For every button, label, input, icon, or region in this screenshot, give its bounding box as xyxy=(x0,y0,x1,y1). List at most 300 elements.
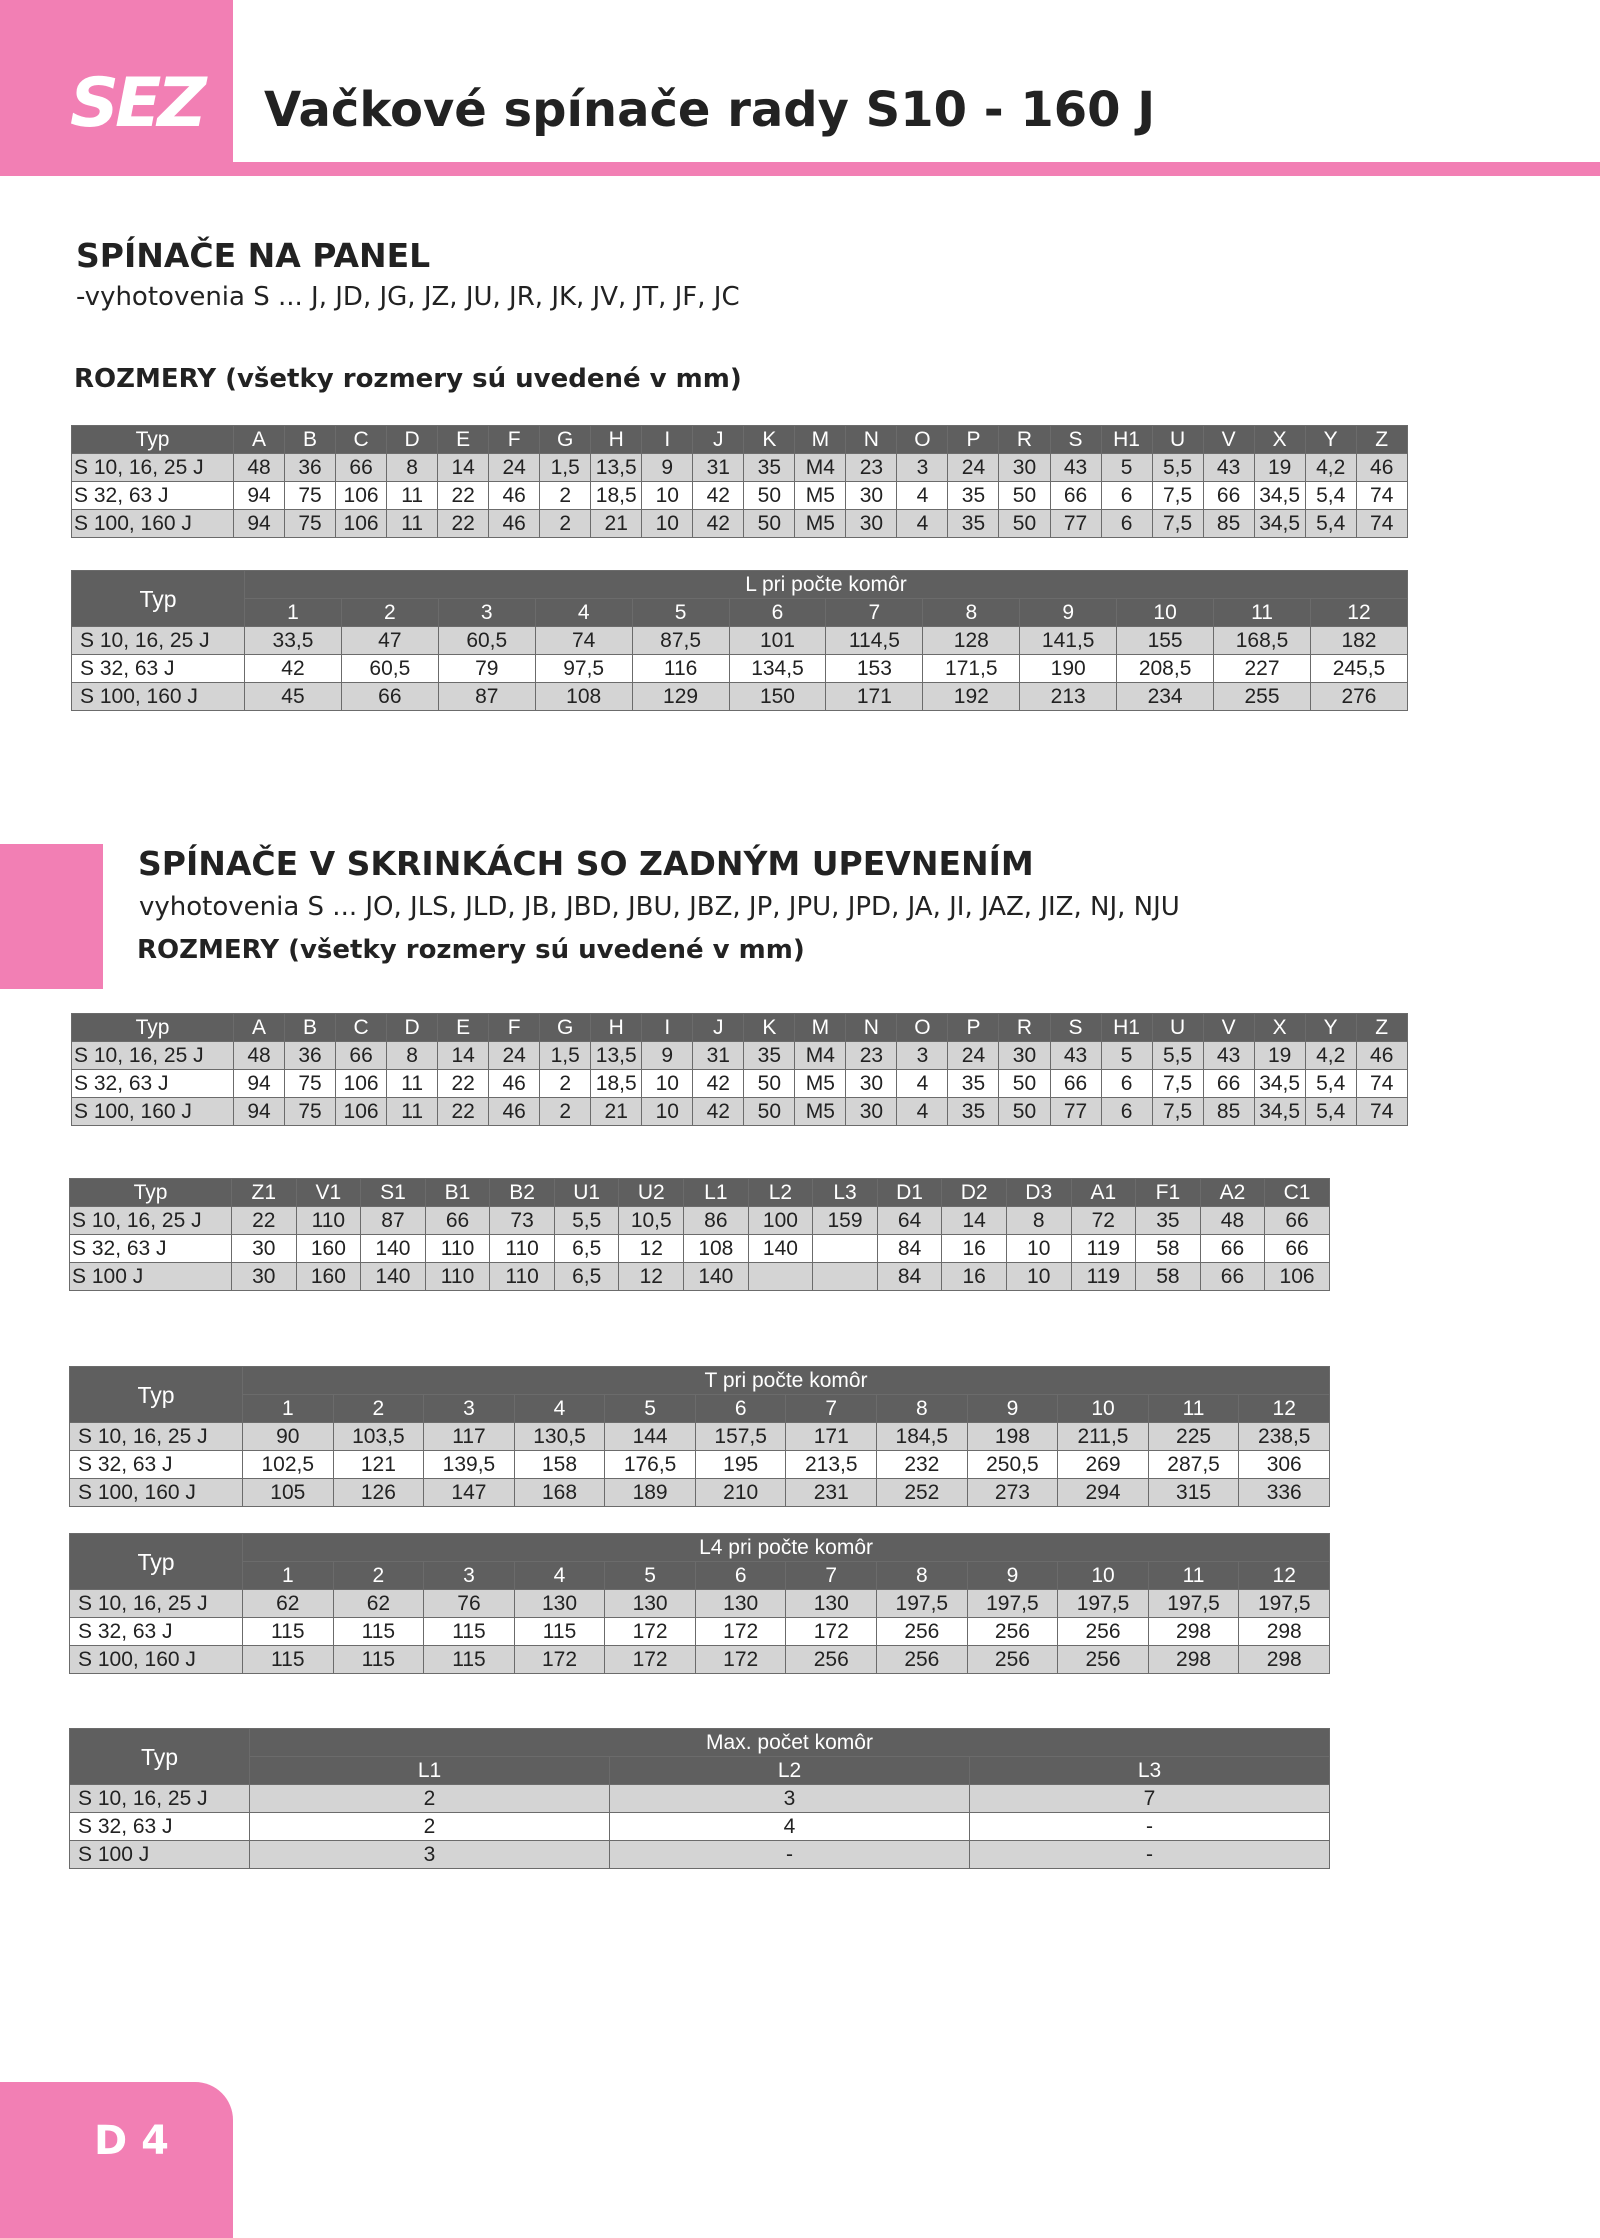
table-cell: S 32, 63 J xyxy=(72,482,234,510)
table-cell: 5,4 xyxy=(1305,1070,1356,1098)
table-cell: 4,2 xyxy=(1305,1042,1356,1070)
header-cell: B xyxy=(285,1014,336,1042)
header-cell: E xyxy=(438,1014,489,1042)
table-cell: 31 xyxy=(693,1042,744,1070)
table-cell: 50 xyxy=(999,482,1050,510)
table-cell: 87 xyxy=(438,683,535,711)
table-cell: 115 xyxy=(333,1646,424,1674)
table-cell: - xyxy=(970,1813,1330,1841)
table-cell: 74 xyxy=(1356,1070,1407,1098)
table-cell: S 100, 160 J xyxy=(72,510,234,538)
table-cell: 168,5 xyxy=(1214,627,1311,655)
table-cell: 150 xyxy=(729,683,826,711)
table-cell: S 10, 16, 25 J xyxy=(70,1423,243,1451)
group-title: L4 pri počte komôr xyxy=(243,1534,1330,1562)
header-cell: V1 xyxy=(296,1179,361,1207)
table-cell: 62 xyxy=(333,1590,424,1618)
table-cell: 5,4 xyxy=(1305,482,1356,510)
table-cell: S 100, 160 J xyxy=(72,1098,234,1126)
table-row xyxy=(72,1042,1408,1070)
header-cell: 3 xyxy=(438,599,535,627)
table-cell: 306 xyxy=(1239,1451,1330,1479)
table-cell: 172 xyxy=(695,1618,786,1646)
table-cell: 14 xyxy=(942,1207,1007,1235)
table-cell: 250,5 xyxy=(967,1451,1058,1479)
table-cell: 86 xyxy=(684,1207,749,1235)
table-cell: 11 xyxy=(387,482,438,510)
table-cell: 42 xyxy=(693,482,744,510)
header-cell: 10 xyxy=(1058,1562,1149,1590)
table-cell: 35 xyxy=(744,1042,795,1070)
table-cell: 21 xyxy=(591,1098,642,1126)
header-cell: F1 xyxy=(1136,1179,1201,1207)
table-cell: 197,5 xyxy=(967,1590,1058,1618)
table-cell: 30 xyxy=(846,482,897,510)
table-cell: 130 xyxy=(514,1590,605,1618)
table-cell: 30 xyxy=(846,1070,897,1098)
table-cell: 11 xyxy=(387,1070,438,1098)
table-cell: 22 xyxy=(232,1207,297,1235)
table-cell: 4 xyxy=(897,1098,948,1126)
table-cell: 42 xyxy=(693,510,744,538)
table-cell: 227 xyxy=(1214,655,1311,683)
table-cell: 6 xyxy=(1101,1070,1152,1098)
table-cell: S 100, 160 J xyxy=(70,1479,243,1507)
table-cell: 84 xyxy=(877,1263,942,1291)
table-cell: S 10, 16, 25 J xyxy=(70,1785,250,1813)
table-cell: 75 xyxy=(285,1098,336,1126)
header-cell: 1 xyxy=(243,1395,334,1423)
header-cell: I xyxy=(642,1014,693,1042)
table-cell xyxy=(813,1235,878,1263)
table-cell: 3 xyxy=(897,1042,948,1070)
table-header-row xyxy=(72,599,1408,627)
header-cell: 12 xyxy=(1239,1395,1330,1423)
table-cell: 35 xyxy=(1136,1207,1201,1235)
table-cell: 50 xyxy=(744,1098,795,1126)
table-cell: 35 xyxy=(948,510,999,538)
header-cell: N xyxy=(846,1014,897,1042)
table-cell: S 10, 16, 25 J xyxy=(70,1590,243,1618)
table-cell: 172 xyxy=(695,1646,786,1674)
header-cell: Typ xyxy=(70,1729,250,1785)
table-cell: 171,5 xyxy=(923,655,1020,683)
table-cell: 256 xyxy=(967,1618,1058,1646)
table-row xyxy=(70,1263,1330,1291)
header-cell: H1 xyxy=(1101,1014,1152,1042)
header-cell: 2 xyxy=(333,1395,424,1423)
header-cell: 5 xyxy=(632,599,729,627)
table-cell: 172 xyxy=(605,1646,696,1674)
header-cell: E xyxy=(438,426,489,454)
header-cell: 8 xyxy=(877,1395,968,1423)
table-cell: 298 xyxy=(1239,1618,1330,1646)
header-cell: M xyxy=(795,426,846,454)
table-cell: 195 xyxy=(695,1451,786,1479)
table-cell: S 100, 160 J xyxy=(72,683,245,711)
header-cell: C xyxy=(336,426,387,454)
table-cell: 73 xyxy=(490,1207,555,1235)
table-cell: 245,5 xyxy=(1310,655,1407,683)
table-cell: 10 xyxy=(642,1070,693,1098)
table-cell: 66 xyxy=(1050,482,1101,510)
table-header-row xyxy=(70,1562,1330,1590)
header-cell: B2 xyxy=(490,1179,555,1207)
table-cell: - xyxy=(610,1841,970,1869)
header-cell: A1 xyxy=(1071,1179,1136,1207)
table-cell: 10 xyxy=(1006,1235,1071,1263)
table-cell: 74 xyxy=(1356,510,1407,538)
header-cell: U xyxy=(1152,426,1203,454)
table-cell: 13,5 xyxy=(591,1042,642,1070)
table-cell: 298 xyxy=(1239,1646,1330,1674)
table-cell: 30 xyxy=(846,510,897,538)
header-cell: 5 xyxy=(605,1562,696,1590)
table-cell: 21 xyxy=(591,510,642,538)
table-row xyxy=(70,1590,1330,1618)
table-cell: 130 xyxy=(786,1590,877,1618)
header-cell: U xyxy=(1152,1014,1203,1042)
table-cell: 3 xyxy=(610,1785,970,1813)
table-cell: 24 xyxy=(948,1042,999,1070)
header-cell: H1 xyxy=(1101,426,1152,454)
table-cell: 140 xyxy=(361,1235,426,1263)
header-cell: 7 xyxy=(786,1395,877,1423)
table-cell: 256 xyxy=(877,1646,968,1674)
table-cell: 155 xyxy=(1117,627,1214,655)
table-cell: 30 xyxy=(999,454,1050,482)
header-cell: 7 xyxy=(826,599,923,627)
table-cell: 256 xyxy=(877,1618,968,1646)
table-cell: 11 xyxy=(387,510,438,538)
header-cell: D xyxy=(387,426,438,454)
table-row xyxy=(72,627,1408,655)
table-cell: 62 xyxy=(243,1590,334,1618)
table-cell: 276 xyxy=(1310,683,1407,711)
section1-note: ROZMERY (všetky rozmery sú uvedené v mm) xyxy=(74,364,742,394)
table-cell: 168 xyxy=(514,1479,605,1507)
table-cell: 23 xyxy=(846,454,897,482)
table-header-row xyxy=(70,1179,1330,1207)
header-cell: U1 xyxy=(554,1179,619,1207)
header-cell: Typ xyxy=(72,426,234,454)
table-cell: 43 xyxy=(1050,1042,1101,1070)
table-cell: 50 xyxy=(744,482,795,510)
max-table xyxy=(69,1728,1330,1869)
header-cell: X xyxy=(1254,426,1305,454)
table-cell: 8 xyxy=(387,1042,438,1070)
header-cell: L2 xyxy=(610,1757,970,1785)
table-cell: 46 xyxy=(1356,454,1407,482)
table-cell: S 10, 16, 25 J xyxy=(70,1207,232,1235)
table-header-row xyxy=(70,1534,1330,1562)
header-cell: X xyxy=(1254,1014,1305,1042)
table-cell: 110 xyxy=(490,1263,555,1291)
table-cell: 24 xyxy=(948,454,999,482)
table-row xyxy=(70,1479,1330,1507)
table-cell: 4 xyxy=(897,482,948,510)
table-cell: 10 xyxy=(642,482,693,510)
table-cell: 171 xyxy=(826,683,923,711)
dims2-table xyxy=(69,1178,1330,1291)
header-cell: 11 xyxy=(1214,599,1311,627)
side-accent xyxy=(0,844,103,989)
table-cell: 121 xyxy=(333,1451,424,1479)
table-cell: 116 xyxy=(632,655,729,683)
table-cell: 147 xyxy=(424,1479,515,1507)
header-cell: C xyxy=(336,1014,387,1042)
table-cell: 129 xyxy=(632,683,729,711)
table-cell: 77 xyxy=(1050,510,1101,538)
table-cell: S 10, 16, 25 J xyxy=(72,454,234,482)
table-cell: S 32, 63 J xyxy=(72,1070,234,1098)
t-table xyxy=(69,1366,1330,1507)
table-cell: 115 xyxy=(424,1618,515,1646)
header-cell: 6 xyxy=(695,1562,786,1590)
table-cell: 256 xyxy=(1058,1618,1149,1646)
header-cell: 7 xyxy=(786,1562,877,1590)
header-cell: L1 xyxy=(684,1179,749,1207)
header-cell: 6 xyxy=(695,1395,786,1423)
table-cell: 159 xyxy=(813,1207,878,1235)
table-header-row xyxy=(70,1729,1330,1757)
table-cell: 192 xyxy=(923,683,1020,711)
table-cell: 10 xyxy=(1006,1263,1071,1291)
table-cell: 6 xyxy=(1101,482,1152,510)
table-cell: 48 xyxy=(234,1042,285,1070)
table-cell: M5 xyxy=(795,1098,846,1126)
table-cell: 108 xyxy=(684,1235,749,1263)
header-cell: Typ xyxy=(70,1179,232,1207)
table-cell: 101 xyxy=(729,627,826,655)
table-cell: 160 xyxy=(296,1235,361,1263)
table-cell: S 10, 16, 25 J xyxy=(72,1042,234,1070)
table-cell: 74 xyxy=(1356,482,1407,510)
table-cell: 24 xyxy=(489,454,540,482)
table-cell: 189 xyxy=(605,1479,696,1507)
table-cell: 115 xyxy=(243,1618,334,1646)
table-cell: 197,5 xyxy=(1058,1590,1149,1618)
table-cell: 198 xyxy=(967,1423,1058,1451)
header-cell: Typ xyxy=(72,1014,234,1042)
table-cell: 66 xyxy=(1265,1207,1330,1235)
table-header-row xyxy=(70,1367,1330,1395)
page-number: D 4 xyxy=(94,2118,169,2164)
header-cell: U2 xyxy=(619,1179,684,1207)
table-cell: 5 xyxy=(1101,1042,1152,1070)
table-cell: 36 xyxy=(285,454,336,482)
table-cell: 102,5 xyxy=(243,1451,334,1479)
table-cell: 19 xyxy=(1254,1042,1305,1070)
header-cell: D2 xyxy=(942,1179,1007,1207)
group-title: Max. počet komôr xyxy=(250,1729,1330,1757)
table-cell: 5,4 xyxy=(1305,510,1356,538)
group-title: T pri počte komôr xyxy=(243,1367,1330,1395)
table-cell: 4 xyxy=(897,1070,948,1098)
table-cell: 42 xyxy=(693,1070,744,1098)
table-cell: 157,5 xyxy=(695,1423,786,1451)
table-cell: 115 xyxy=(514,1618,605,1646)
table-cell: - xyxy=(970,1841,1330,1869)
table-cell: 8 xyxy=(387,454,438,482)
dims-table-box xyxy=(71,1013,1408,1126)
table-cell: 94 xyxy=(234,482,285,510)
table-cell: 256 xyxy=(1058,1646,1149,1674)
table-cell: 231 xyxy=(786,1479,877,1507)
header-cell: A xyxy=(234,1014,285,1042)
table-cell: 5,5 xyxy=(1152,454,1203,482)
header-cell: 9 xyxy=(967,1562,1058,1590)
table-cell: 58 xyxy=(1136,1235,1201,1263)
table-cell: 94 xyxy=(234,1098,285,1126)
section1-subheading: -vyhotovenia S ... J, JD, JG, JZ, JU, JR, JK, JV, JT, JF, JC xyxy=(76,282,740,312)
table-cell: 94 xyxy=(234,1070,285,1098)
table-cell: 172 xyxy=(786,1618,877,1646)
table-cell: 7,5 xyxy=(1152,482,1203,510)
table-cell: 115 xyxy=(333,1618,424,1646)
table-cell: 106 xyxy=(336,510,387,538)
header-cell: F xyxy=(489,1014,540,1042)
table-cell: 2 xyxy=(540,482,591,510)
table-cell: S 32, 63 J xyxy=(70,1618,243,1646)
table-cell xyxy=(748,1263,813,1291)
table-cell: 77 xyxy=(1050,1098,1101,1126)
table-cell: 139,5 xyxy=(424,1451,515,1479)
table-row xyxy=(70,1785,1330,1813)
table-cell: 50 xyxy=(999,1098,1050,1126)
table-cell: 106 xyxy=(336,1070,387,1098)
header-cell: 9 xyxy=(967,1395,1058,1423)
dims-table-panel xyxy=(71,425,1408,538)
header-cell: B1 xyxy=(425,1179,490,1207)
table-cell: 144 xyxy=(605,1423,696,1451)
table-cell: 22 xyxy=(438,1070,489,1098)
table-cell: 114,5 xyxy=(826,627,923,655)
table-cell: 45 xyxy=(245,683,342,711)
table-cell: 213,5 xyxy=(786,1451,877,1479)
header-cell: K xyxy=(744,426,795,454)
table-cell: 30 xyxy=(999,1042,1050,1070)
table-cell: 213 xyxy=(1020,683,1117,711)
table-cell: 117 xyxy=(424,1423,515,1451)
header-cell: Typ xyxy=(72,571,245,627)
table-cell: 171 xyxy=(786,1423,877,1451)
header-cell: D xyxy=(387,1014,438,1042)
table-cell: 140 xyxy=(361,1263,426,1291)
table-cell: 3 xyxy=(897,454,948,482)
table-cell: 46 xyxy=(489,482,540,510)
table-cell: M5 xyxy=(795,1070,846,1098)
table-cell: 103,5 xyxy=(333,1423,424,1451)
header-cell: G xyxy=(540,426,591,454)
table-header-row xyxy=(72,426,1408,454)
table-header-row xyxy=(72,571,1408,599)
table-cell: 184,5 xyxy=(877,1423,968,1451)
table-cell: 6,5 xyxy=(554,1235,619,1263)
table-cell: 72 xyxy=(1071,1207,1136,1235)
table-cell: 58 xyxy=(1136,1263,1201,1291)
header-cell: 11 xyxy=(1148,1562,1239,1590)
table-cell: 66 xyxy=(1200,1263,1265,1291)
table-cell: S 32, 63 J xyxy=(72,655,245,683)
table-cell: 176,5 xyxy=(605,1451,696,1479)
header-cell: G xyxy=(540,1014,591,1042)
table-cell: 9 xyxy=(642,1042,693,1070)
table-cell: 140 xyxy=(748,1235,813,1263)
table-cell: 66 xyxy=(341,683,438,711)
header-cell: V xyxy=(1203,426,1254,454)
header-cell: S xyxy=(1050,426,1101,454)
header-cell: Y xyxy=(1305,1014,1356,1042)
table-cell: 4 xyxy=(610,1813,970,1841)
table-cell: 158 xyxy=(514,1451,605,1479)
table-cell: 43 xyxy=(1203,454,1254,482)
table-cell: 110 xyxy=(425,1263,490,1291)
table-cell: 130 xyxy=(695,1590,786,1618)
header-cell: Y xyxy=(1305,426,1356,454)
table-cell: 60,5 xyxy=(438,627,535,655)
header-cell: 8 xyxy=(923,599,1020,627)
table-cell: 273 xyxy=(967,1479,1058,1507)
table-cell: 7 xyxy=(970,1785,1330,1813)
table-cell: 35 xyxy=(948,482,999,510)
table-cell: 190 xyxy=(1020,655,1117,683)
header-cell: 2 xyxy=(341,599,438,627)
table-cell: 7,5 xyxy=(1152,1098,1203,1126)
table-cell: 211,5 xyxy=(1058,1423,1149,1451)
table-cell: 2 xyxy=(540,510,591,538)
table-cell: 5,5 xyxy=(554,1207,619,1235)
header-cell: S1 xyxy=(361,1179,426,1207)
table-cell: 294 xyxy=(1058,1479,1149,1507)
table-cell: 35 xyxy=(744,454,795,482)
table-cell: M5 xyxy=(795,510,846,538)
table-cell: 34,5 xyxy=(1254,482,1305,510)
table-cell: 30 xyxy=(232,1235,297,1263)
table-cell: 66 xyxy=(1203,482,1254,510)
table-cell: 50 xyxy=(999,1070,1050,1098)
table-cell: 43 xyxy=(1050,454,1101,482)
table-cell: 75 xyxy=(285,1070,336,1098)
table-cell: 225 xyxy=(1148,1423,1239,1451)
table-cell: 30 xyxy=(846,1098,897,1126)
header-cell: A2 xyxy=(1200,1179,1265,1207)
table-cell: 119 xyxy=(1071,1235,1136,1263)
header-cell: 10 xyxy=(1117,599,1214,627)
table-cell: 33,5 xyxy=(245,627,342,655)
table-cell: 255 xyxy=(1214,683,1311,711)
header-cell: 2 xyxy=(333,1562,424,1590)
page-title: Vačkové spínače rady S10 - 160 J xyxy=(264,82,1156,138)
table-cell: 126 xyxy=(333,1479,424,1507)
header-cell: D3 xyxy=(1006,1179,1071,1207)
table-cell: 18,5 xyxy=(591,482,642,510)
table-cell: 23 xyxy=(846,1042,897,1070)
header-cell: 6 xyxy=(729,599,826,627)
table-row xyxy=(72,1098,1408,1126)
table-cell: 46 xyxy=(489,1098,540,1126)
table-cell: S 32, 63 J xyxy=(70,1451,243,1479)
header-cell: 1 xyxy=(245,599,342,627)
table-cell: 76 xyxy=(424,1590,515,1618)
table-cell: 97,5 xyxy=(535,655,632,683)
table-row xyxy=(72,655,1408,683)
table-row xyxy=(72,482,1408,510)
table-cell: 31 xyxy=(693,454,744,482)
table-cell: 84 xyxy=(877,1235,942,1263)
table-cell: 66 xyxy=(1050,1070,1101,1098)
table-cell: 34,5 xyxy=(1254,510,1305,538)
